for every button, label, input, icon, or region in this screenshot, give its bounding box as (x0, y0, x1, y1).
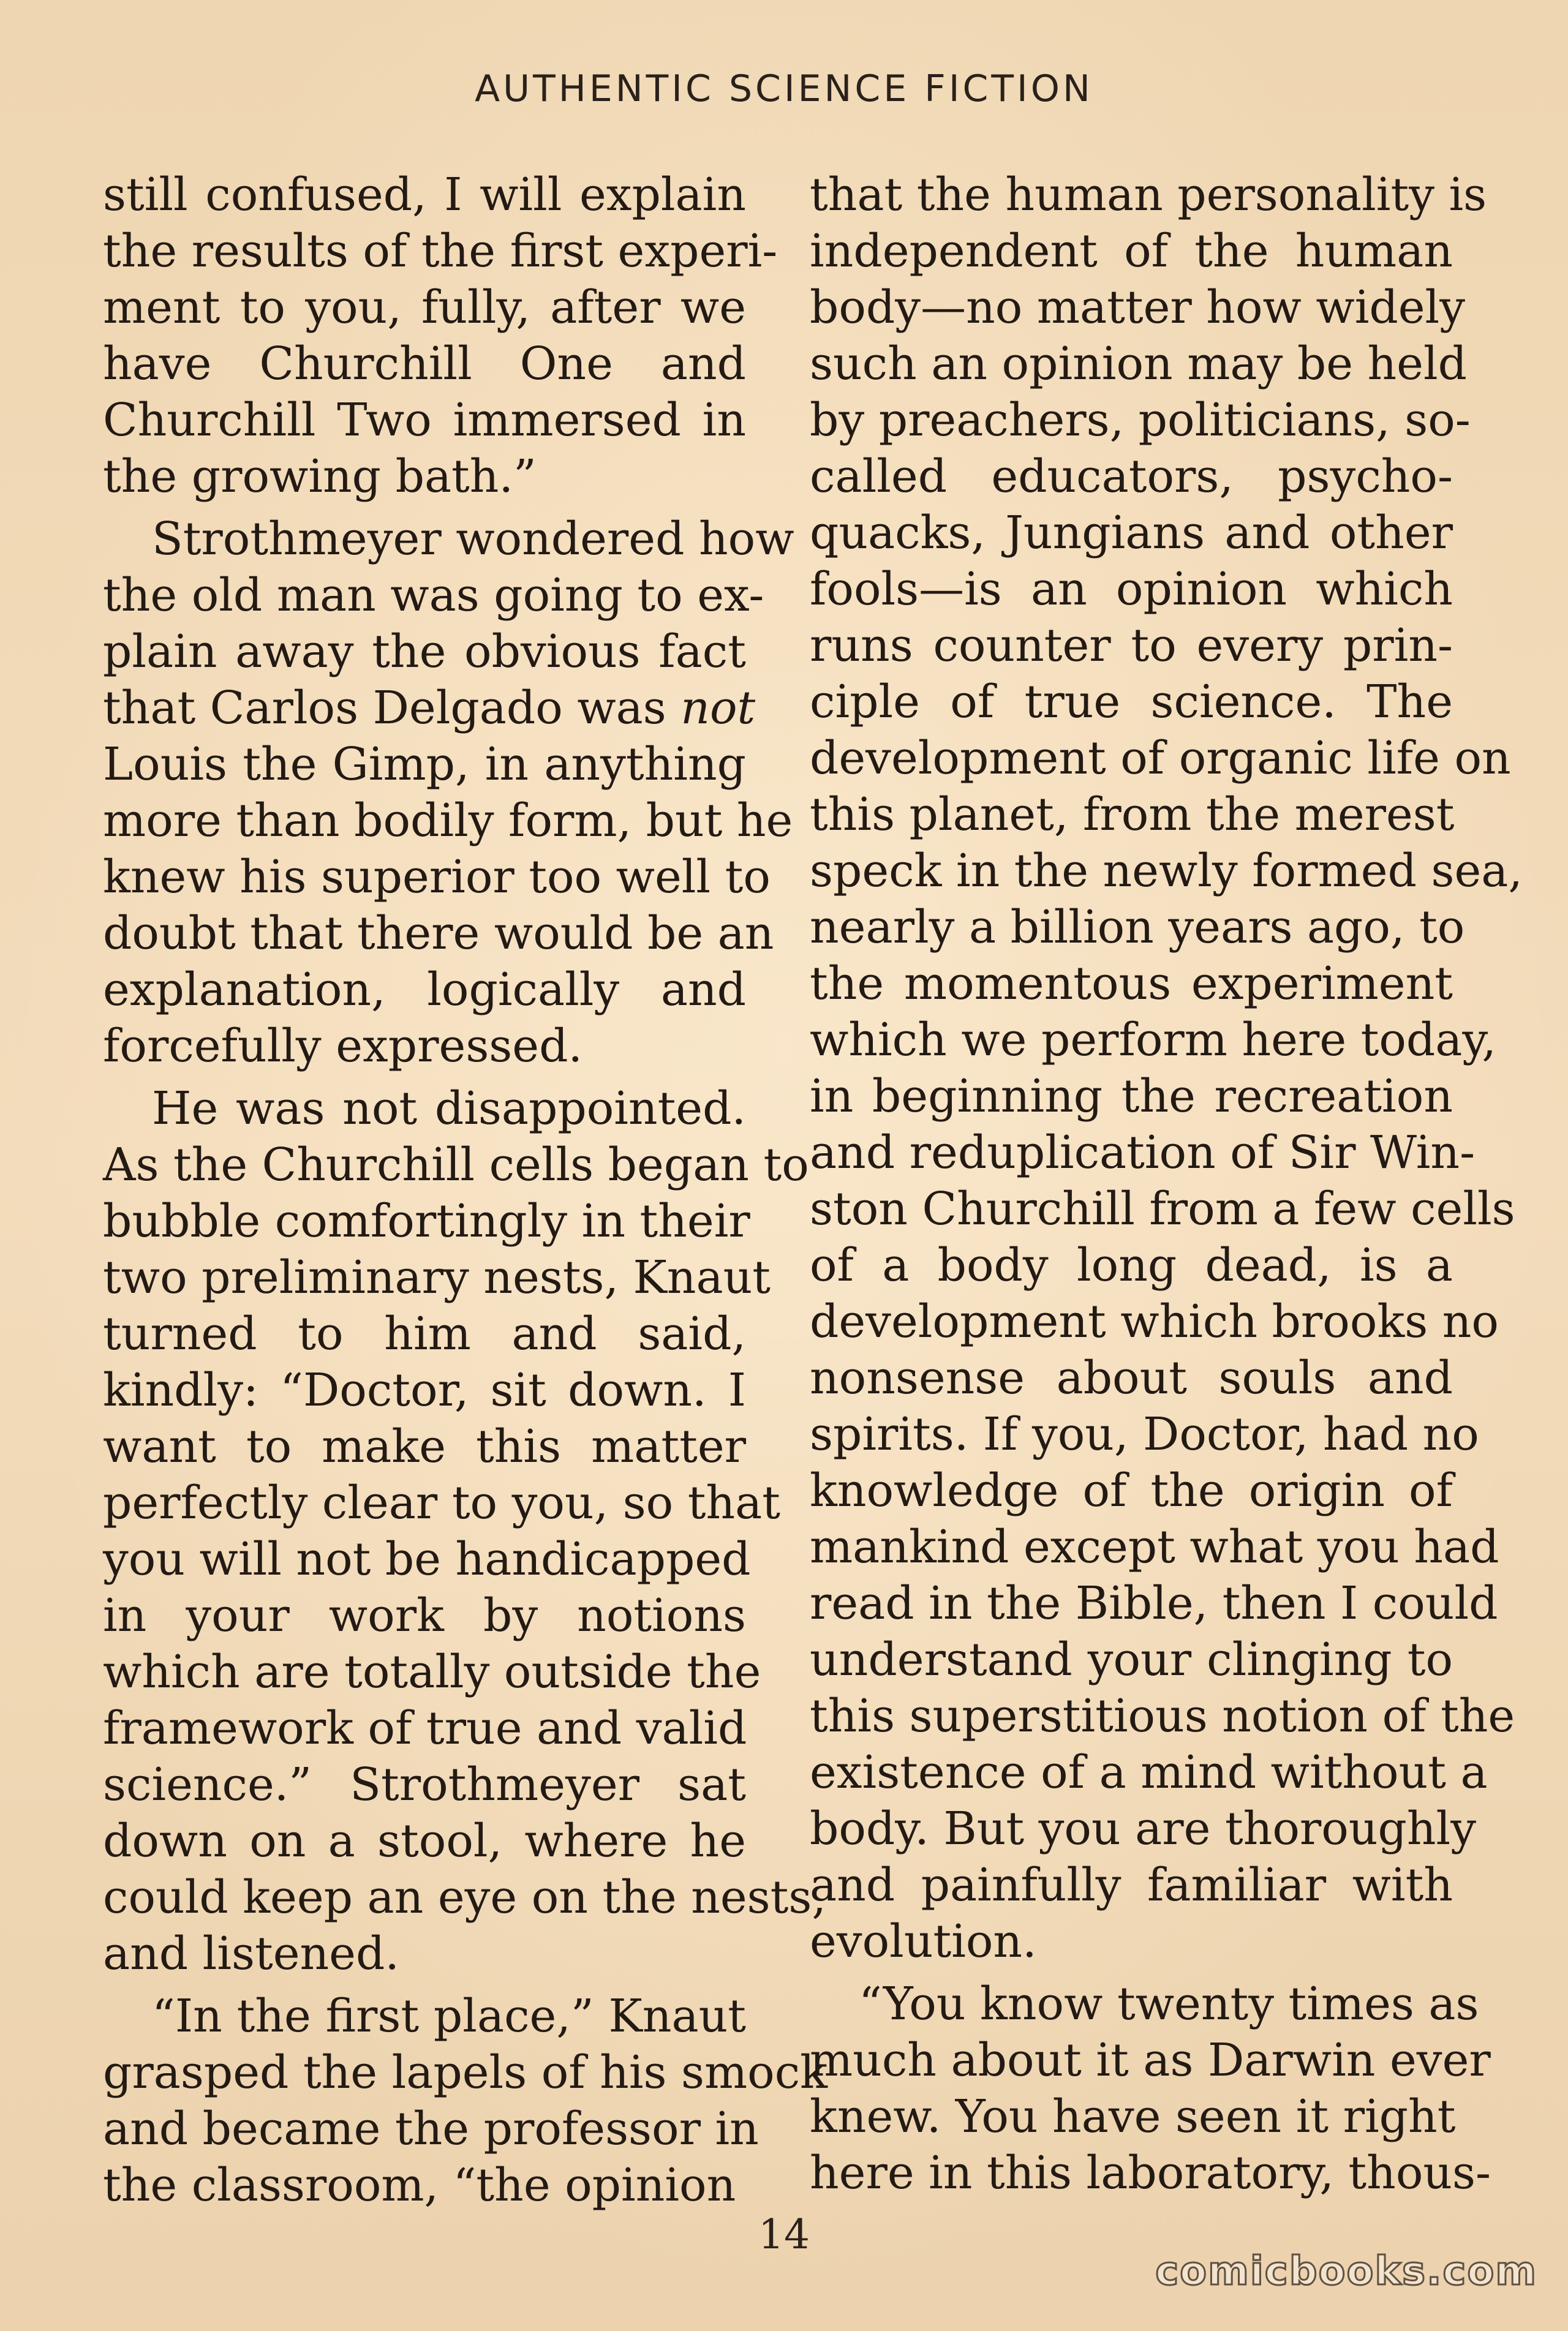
text-line: ciple of true science. The (810, 676, 1453, 728)
text-line: fools—is an opinion which (810, 563, 1453, 616)
text-line: and painfully familiar with (810, 1859, 1453, 1911)
text-line: Louis the Gimp, in anything (103, 738, 746, 791)
text-line: evolution. (810, 1915, 1037, 1968)
text-line: much about it as Darwin ever (810, 2034, 1491, 2087)
paragraph (103, 1988, 827, 2213)
text-line: and became the professor in (103, 2103, 759, 2155)
text-line: turned to him and said, (103, 1308, 746, 1360)
text-line: two preliminary nests, Knaut (103, 1251, 771, 1304)
text-line: here in this laboratory, thous- (810, 2147, 1491, 2199)
text-line: that the human personality is (810, 168, 1487, 221)
paragraph (810, 167, 1523, 1970)
text-line: quacks, Jungians and other (810, 506, 1453, 559)
text-line: science.” Strothmeyer sat (103, 1758, 746, 1811)
text-line: this superstitious notion of the (810, 1690, 1515, 1742)
text-line: kindly: “Doctor, sit down. I (103, 1364, 746, 1417)
text-line: Strothmeyer wondered how (152, 513, 794, 565)
text-line: by preachers, politicians, so- (810, 394, 1471, 446)
paragraph-gap (810, 1970, 1453, 1976)
text-line: bubble comfortingly in their (103, 1195, 750, 1248)
text-line: which we perform here today, (810, 1014, 1496, 1066)
text-line: understand your clinging to (810, 1633, 1453, 1686)
paragraph (103, 167, 778, 505)
text-line: this planet, from the merest (810, 788, 1455, 841)
running-head: AUTHENTIC SCIENCE FICTION (475, 67, 1093, 110)
text-line: nearly a billion years ago, to (810, 901, 1465, 954)
left-column (103, 167, 827, 2213)
text-line: “In the first place,” Knaut (152, 1990, 746, 2043)
paragraph-gap (103, 1074, 746, 1080)
text-line: “You know twenty times as (859, 1978, 1479, 2030)
right-column (810, 167, 1523, 2201)
text-line: body—no matter how widely (810, 281, 1466, 334)
text-line: knew. You have seen it right (810, 2090, 1456, 2143)
text-line: still confused, I will explain (103, 168, 746, 221)
text-line: explanation, logically and (103, 963, 746, 1016)
text-line: grasped the lapels of his smock (103, 2046, 827, 2099)
text-line: down on a stool, where he (103, 1815, 746, 1867)
paragraph (810, 1976, 1491, 2201)
text-line: want to make this matter (103, 1420, 746, 1473)
text-line: doubt that there would be an (103, 907, 774, 960)
text-line: in your work by notions (103, 1589, 746, 1642)
text-line: which are totally outside the (103, 1646, 761, 1698)
text-line: speck in the newly formed sea, (810, 845, 1523, 897)
text-line: more than bodily form, but he (103, 794, 793, 847)
text-line: ment to you, fully, after we (103, 281, 746, 334)
watermark: comicbooks.com (1155, 2249, 1537, 2294)
text-line: runs counter to every prin- (810, 619, 1453, 672)
text-line: independent of the human (810, 225, 1453, 277)
emphasis: not (680, 682, 756, 734)
paragraph (103, 1080, 826, 1982)
text-line: the old man was going to ex- (103, 569, 764, 622)
text-line: perfectly clear to you, so that (103, 1477, 780, 1529)
text-line: ston Churchill from a few cells (810, 1183, 1515, 1235)
text-line: As the Churchill cells began to (103, 1139, 809, 1191)
text-line: in beginning the recreation (810, 1070, 1453, 1123)
text-line: framework of true and valid (103, 1702, 747, 1755)
text-line: you will not be handicapped (103, 1533, 751, 1586)
text-line: the classroom, “the opinion (103, 2159, 736, 2212)
text-line: have Churchill One and (103, 337, 746, 390)
text-line: knew his superior too well to (103, 851, 771, 903)
paragraph-gap (103, 1982, 746, 1988)
text-line: plain away the obvious fact (103, 625, 746, 678)
text-line: body. But you are thoroughly (810, 1802, 1476, 1855)
text-line: development which brooks no (810, 1295, 1499, 1348)
text-line: Churchill Two immersed in (103, 394, 746, 446)
paragraph-gap (103, 505, 746, 511)
page-number: 14 (758, 2211, 810, 2258)
text-line: and reduplication of Sir Win- (810, 1126, 1476, 1179)
text-line: and listened. (103, 1927, 399, 1980)
text-line: of a body long dead, is a (810, 1239, 1453, 1292)
text-line: nonsense about souls and (810, 1352, 1453, 1404)
text-line: the momentous experiment (810, 957, 1453, 1010)
text-line: the results of the first experi- (103, 225, 778, 277)
paragraph (103, 511, 794, 1074)
text-line: knowledge of the origin of (810, 1464, 1453, 1517)
text-line: read in the Bible, then I could (810, 1577, 1498, 1630)
text-line: forcefully expressed. (103, 1020, 582, 1072)
text-line: He was not disappointed. (152, 1082, 746, 1135)
text-line: called educators, psycho- (810, 450, 1453, 503)
text-line: such an opinion may be held (810, 337, 1467, 390)
text-line: mankind except what you had (810, 1521, 1499, 1573)
text-line: that Carlos Delgado was not (103, 682, 756, 734)
text-line: could keep an eye on the nests, (103, 1871, 826, 1924)
text-line: spirits. If you, Doctor, had no (810, 1408, 1479, 1461)
text-line: development of organic life on (810, 732, 1511, 785)
text-line: the growing bath.” (103, 450, 537, 503)
text-line: existence of a mind without a (810, 1746, 1488, 1799)
